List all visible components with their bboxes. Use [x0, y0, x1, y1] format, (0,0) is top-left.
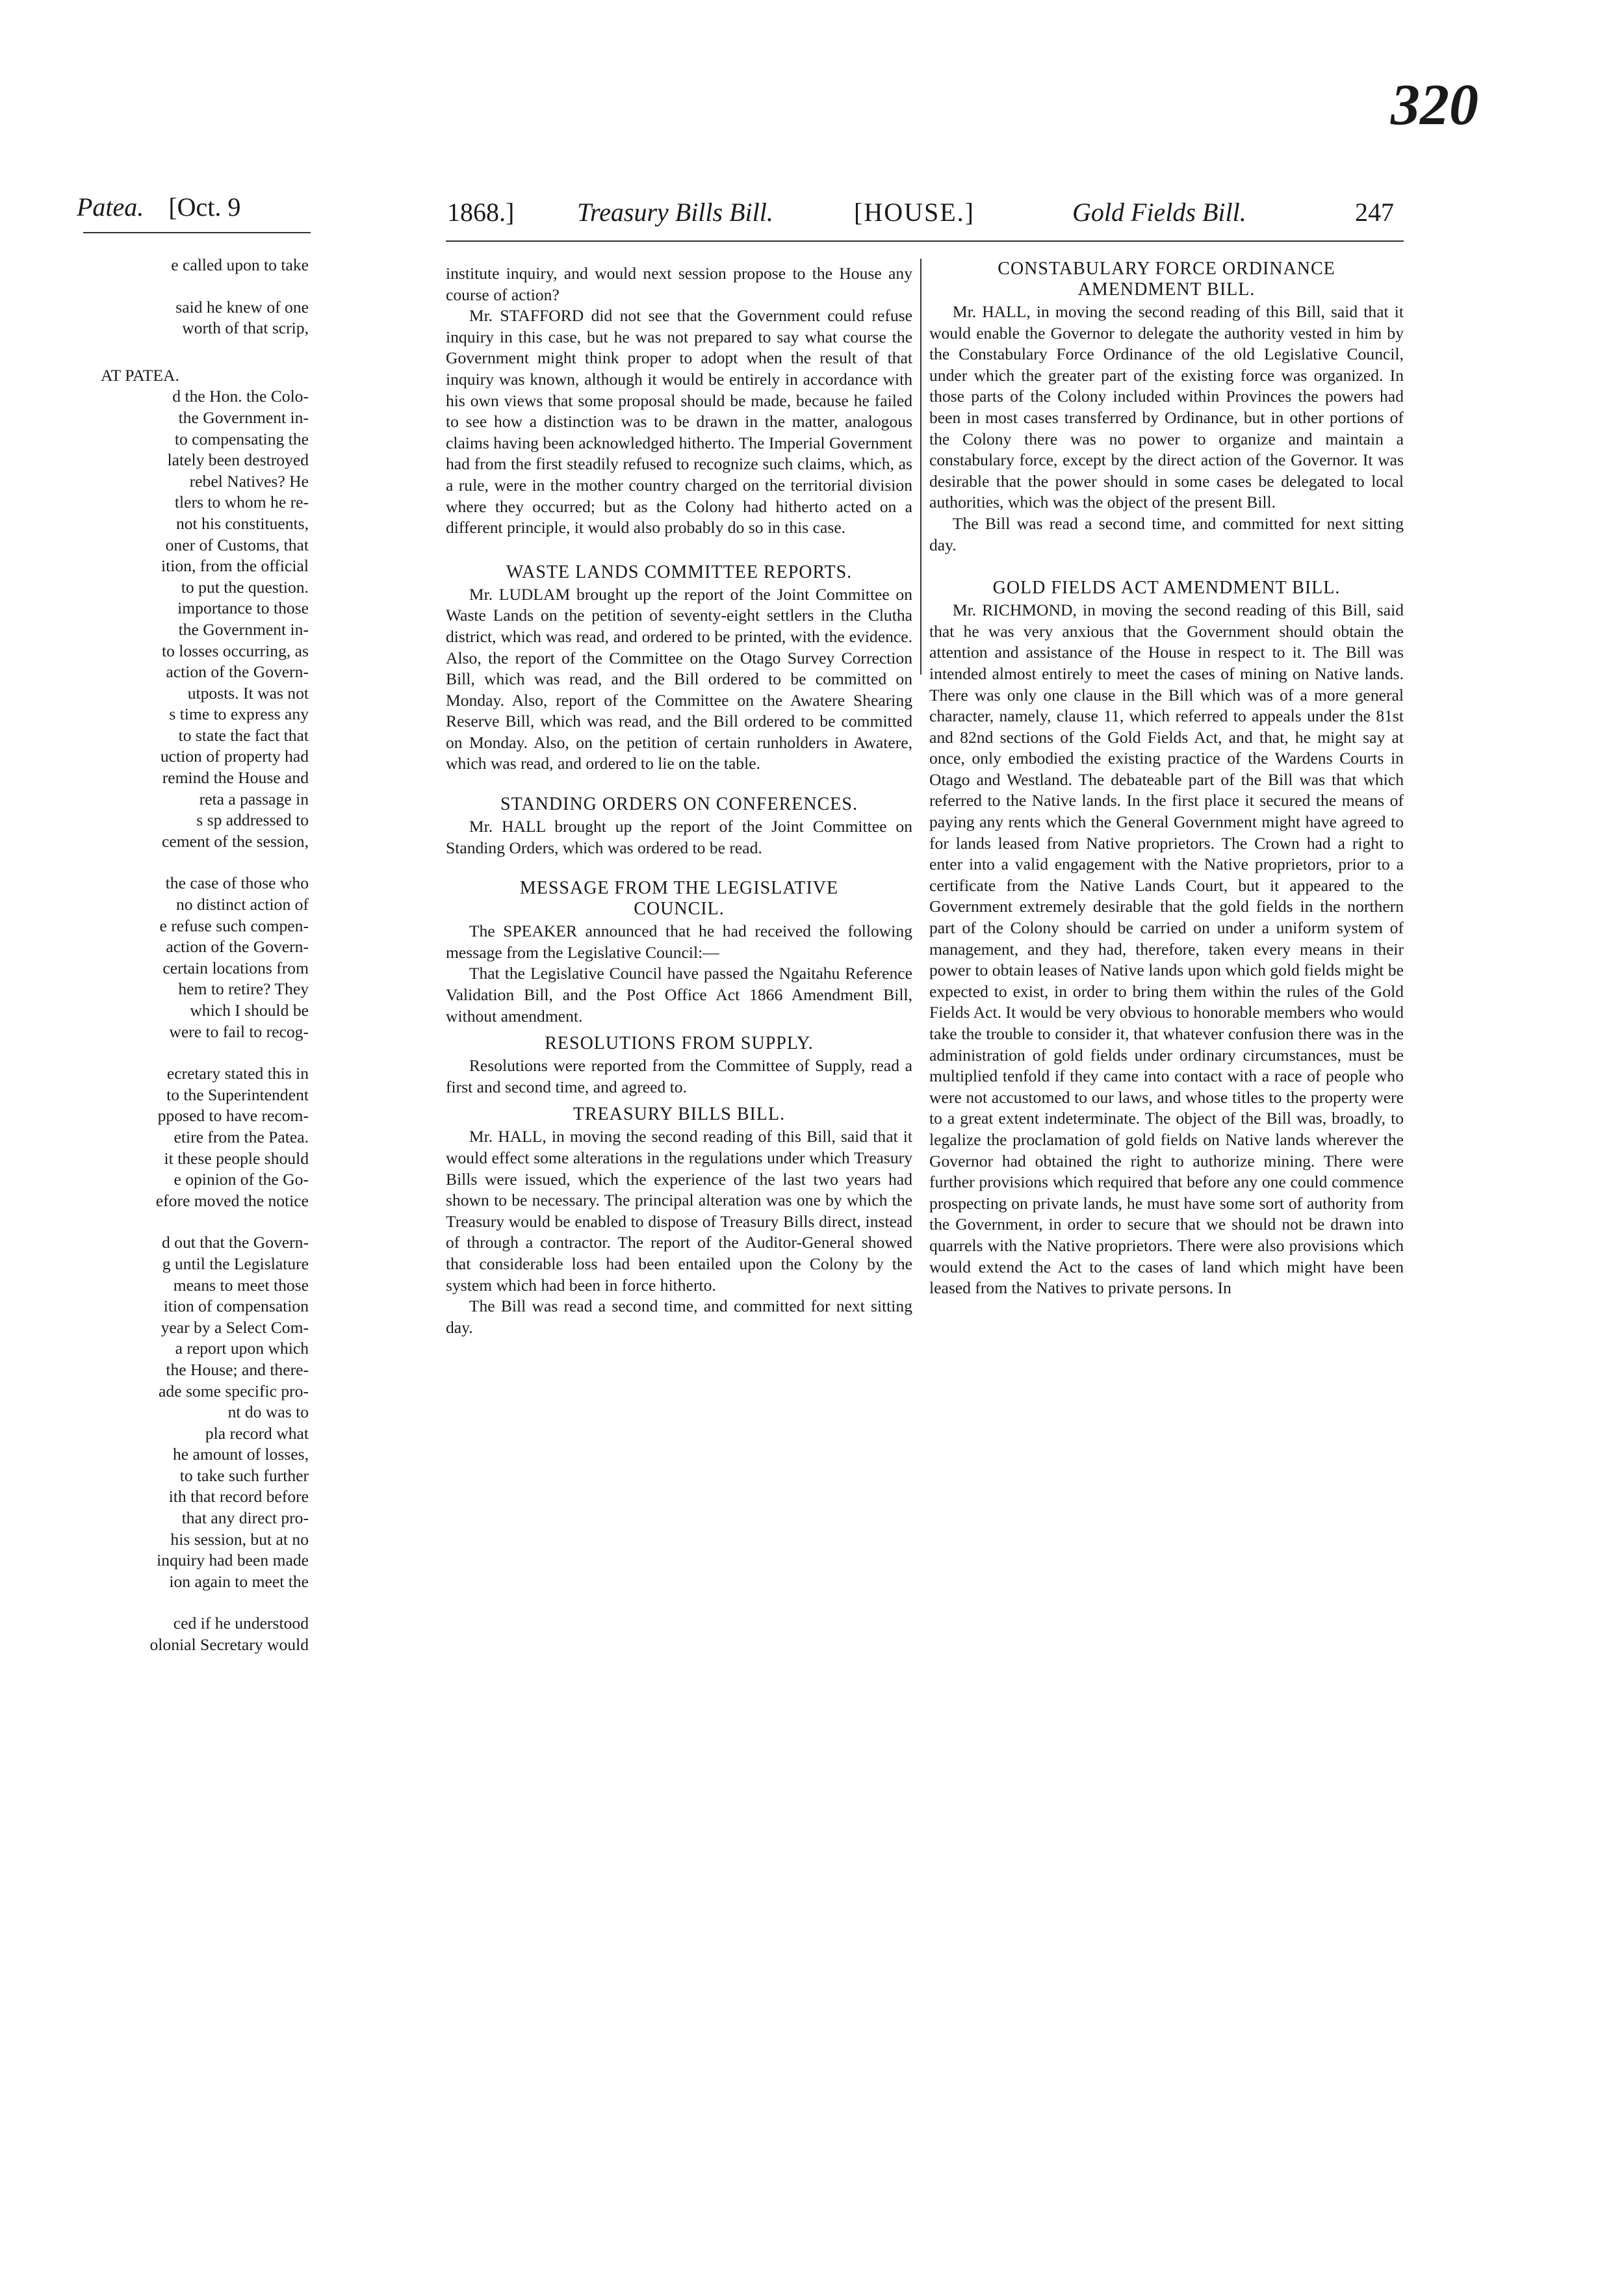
left-fragment: the case of those who	[165, 873, 309, 893]
left-fragment: utposts. It was not	[187, 683, 309, 703]
paragraph: Mr. HALL, in moving the second reading of this Bill, said that it would effect some alterations in the regulations under which Treasury Bills were issued, which the experience of the last two years had shown to be necessary. The principal alteration was one by which the Treasury would be enabled to dispose of Treasury Bills direct, instead of through a contractor. The report of the Auditor-General showed that considerable loss had been entailed upon the Colony by the system which had been in force hitherto.	[446, 1127, 912, 1295]
left-fragment: remind the House and	[162, 768, 309, 788]
left-fragment: to put the question.	[181, 577, 309, 597]
left-fragment: action of the Govern-	[166, 937, 309, 957]
left-fragment-heading: AT PATEA.	[101, 365, 179, 385]
header-rule	[446, 240, 1404, 242]
paragraph: Mr. LUDLAM brought up the report of the Joint Committee on Waste Lands on the petition of seventy-eight settlers in the Clutha district, which was read, and ordered to be printed, with the evidence. Also, the report of the Committee on the Otago Survey Correction Bill, which was read, and the Bill ordered to be committed on Monday. Also, report of the Committee on the Awatere Shearing Reserve Bill, which was read, and the Bill ordered to be committed on Monday. Also, on the petition of certain runholders in Awatere, which was read, and ordered to lie on the table.	[446, 584, 912, 773]
left-fragment: cement of the session,	[161, 831, 309, 851]
paragraph: institute inquiry, and would next session propose to the House any course of action?	[446, 264, 912, 304]
left-fragment: importance to those	[177, 599, 309, 618]
paragraph: The Bill was read a second time, and committed for next sitting day.	[446, 1297, 912, 1337]
middle-column	[446, 263, 912, 1338]
left-fragment: certain locations from	[162, 958, 309, 977]
left-fragment: year by a Select Com-	[161, 1317, 309, 1337]
left-fragment: the Government in-	[178, 407, 309, 427]
left-fragment: d out that the Govern-	[161, 1233, 309, 1252]
left-page-header	[77, 192, 240, 222]
left-fragment: it these people should	[164, 1148, 309, 1168]
section-heading: RESOLUTIONS FROM SUPPLY.	[545, 1033, 814, 1054]
left-fragment: he amount of losses,	[173, 1445, 309, 1464]
left-fragment: olonial Secretary would	[149, 1635, 309, 1655]
left-fragment: the Government in-	[178, 619, 309, 639]
left-fragment: to state the fact that	[178, 725, 309, 745]
left-fragment: ade some specific pro-	[159, 1381, 309, 1401]
left-header-rule	[83, 232, 311, 233]
left-fragment: not his constituents,	[175, 513, 309, 533]
left-fragment: pla record what	[205, 1423, 309, 1443]
left-fragment: e opinion of the Go-	[174, 1170, 309, 1189]
left-fragment: hem to retire? They	[178, 979, 309, 999]
left-fragment-column	[88, 255, 309, 1656]
section-heading: WASTE LANDS COMMITTEE REPORTS.	[506, 562, 853, 582]
left-fragment: which I should be	[190, 1001, 309, 1020]
left-fragment: s time to express any	[169, 704, 309, 724]
section-heading: MESSAGE FROM THE LEGISLATIVE COUNCIL.	[519, 878, 839, 920]
left-fragment: means to meet those	[173, 1275, 309, 1295]
left-fragment: ced if he understood	[173, 1614, 309, 1633]
left-fragment: to take such further	[179, 1465, 309, 1485]
paragraph: Mr. HALL, in moving the second reading of this Bill, said that it would enable the Governor to delegate the authority vested in him by the Constabulary Force Ordinance of the old Legislative Council, under which the greater part of the existing force was organized. In those parts of the Colony included within Provinces the powers had been in most cases transferred by Ordinance, but in other portions of the Colony there was no power to organize and maintain a constabulary force, except by the direct action of the Governor. It was desirable that the power should in some cases be delegated to local authorities, which was the object of the present Bill.	[929, 302, 1404, 512]
right-column	[929, 259, 1404, 1299]
left-fragment: the House; and there-	[166, 1360, 309, 1379]
left-fragment: g until the Legislature	[162, 1254, 309, 1273]
section-heading: STANDING ORDERS ON CONFERENCES.	[500, 794, 858, 815]
section-heading: CONSTABULARY FORCE ORDINANCE AMENDMENT BILL.	[998, 259, 1335, 300]
left-fragment: to compensating the	[174, 429, 309, 448]
left-fragment: to the Superintendent	[166, 1085, 309, 1104]
header-left-title: Treasury Bills Bill.	[577, 198, 773, 227]
left-fragment: that any direct pro-	[181, 1508, 309, 1528]
left-fragment: nt do was to	[227, 1402, 309, 1422]
header-house: [HOUSE.]	[854, 198, 975, 227]
left-fragment: lately been destroyed	[167, 450, 309, 470]
header-page-number: 247	[1355, 198, 1394, 227]
left-fragment: pposed to have recom-	[157, 1106, 309, 1126]
left-fragment: ecretary stated this in	[166, 1064, 309, 1083]
left-fragment: his session, but at no	[170, 1529, 309, 1549]
left-fragment: ion again to meet the	[169, 1571, 309, 1591]
left-fragment: to losses occurring, as	[161, 641, 309, 660]
paragraph: That the Legislative Council have passed the Ngaitahu Reference Validation Bill, and the Post Office Act 1866 Amendment Bill, without amendment.	[446, 964, 912, 1026]
left-fragment: d the Hon. the Colo-	[172, 387, 309, 406]
paragraph: The SPEAKER announced that he had received the following message from the Legislative Council:—	[446, 922, 912, 962]
left-fragment: worth of that scrip,	[182, 318, 309, 338]
page-stamp: 320	[1391, 73, 1478, 137]
left-header-place: Patea.	[77, 192, 144, 222]
paragraph: Mr. RICHMOND, in moving the second reading of this Bill, said that he was very anxious that the Government should obtain the attention and assistance of the House in respect to it. The Bill was intended almost entirely to meet the cases of mining on Native lands. There was only one clause in the Bill which was of a more general character, namely, clause 11, which referred to appeals under the 81st and 82nd sections of the Gold Fields Act, and that, he might say at once, only embodied the existing practice of the Wardens Courts in Otago and Westland. The debateable part of the Bill was that which referred to the Native lands. In the first place it secured the means of paying any rents which the General Government might have agreed to for lands leased from Native proprietors. The Crown had a right to enter into a valid engagement with the Native proprietors, prior to a certificate from the Native Lands Court, but it appeared to the Government extremely desirable that the gold fields in the northern part of the Colony should be carried on under a uniform system of management, and they had, therefore, taken every means in their power to obtain leases of Native lands upon which gold fields might be expected to exist, in order to bring them within the rules of the Gold Fields Act. It would be very obvious to honorable members who would take the trouble to consider it, that whatever confusion there was in the administration of gold fields under ordinary circumstances, must be multiplied tenfold if they came into contact with a race of people who were not accustomed to our laws, and whose titles to the property were to a great extent indeterminate. The object of the Bill was, broadly, to legalize the proclamation of gold fields on Native lands wherever the Governor had obtained the right to authorize mining. There were further provisions which required that before any one could commence prospecting on private lands, he must have some sort of authority from the Government, in order to secure that we should not be drawn into quarrels with the Native proprietors. There were also provisions which would extend the Act to the cases of land which might have been leased from the Natives to private persons. In	[929, 600, 1404, 1298]
left-fragment: reta a passage in	[199, 789, 309, 808]
left-fragment: oner of Customs, that	[165, 535, 309, 554]
header-right-title: Gold Fields Bill.	[1072, 198, 1246, 227]
left-fragment: were to fail to recog-	[169, 1022, 309, 1041]
left-fragment: tlers to whom he re-	[174, 493, 309, 512]
paragraph: Resolutions were reported from the Committee of Supply, read a first and second time, and agreed to.	[446, 1056, 912, 1096]
left-fragment: ition of compensation	[163, 1297, 309, 1316]
left-fragment: rebel Natives? He	[189, 471, 309, 491]
column-divider	[920, 259, 922, 675]
left-fragment: efore moved the notice	[155, 1191, 309, 1210]
paragraph: Mr. STAFFORD did not see that the Government could refuse inquiry in this case, but he was not prepared to say what course the Government might think proper to adopt when the result of that inquiry was known, although it would be entirely in accordance with his own views that some proposal should be made, because he failed to see how a distinction was to be drawn in the matter, analogous claims having been acknowledged hitherto. The Imperial Government had from the first steadily refused to recognize such claims, which, as a rule, were in the mother country charged on the territorial division where they occurred; but as the Colony had hitherto acted on a different principle, it would also probably do so in this case.	[446, 306, 912, 537]
left-fragment: no distinct action of	[175, 895, 309, 914]
header-year: 1868.]	[447, 198, 515, 227]
left-fragment: e refuse such compen-	[159, 916, 309, 935]
left-fragment: s sp addressed to	[196, 810, 309, 830]
left-fragment: inquiry had been made	[157, 1551, 309, 1570]
section-heading: TREASURY BILLS BILL.	[573, 1104, 786, 1125]
left-fragment: a report upon which	[175, 1339, 309, 1358]
left-fragment: ith that record before	[168, 1487, 309, 1506]
left-fragment: ition, from the official	[161, 556, 309, 576]
left-fragment: action of the Govern-	[166, 662, 309, 682]
left-fragment: said he knew of one	[175, 297, 309, 316]
paragraph: Mr. HALL brought up the report of the Joint Committee on Standing Orders, which was ordered to be read.	[446, 817, 912, 857]
left-fragment: etire from the Patea.	[174, 1127, 309, 1146]
left-fragment: e called upon to take	[171, 255, 309, 274]
paragraph: The Bill was read a second time, and committed for next sitting day.	[929, 513, 1404, 554]
left-header-date: [Oct. 9	[168, 192, 241, 222]
section-heading: GOLD FIELDS ACT AMENDMENT BILL.	[992, 578, 1341, 599]
left-fragment: uction of property had	[160, 747, 309, 766]
